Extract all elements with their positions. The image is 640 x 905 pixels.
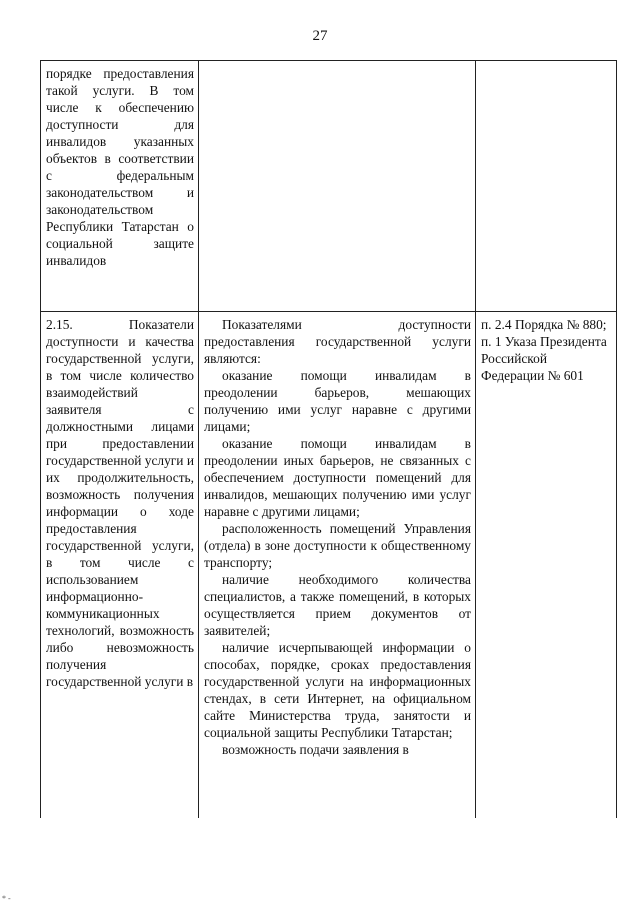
page-number: 27 xyxy=(312,28,328,44)
content-paragraph: наличие необходимого количества специалистов, а также помещений, в которых осуществляется прием документов от заявителей; xyxy=(204,572,471,638)
regulation-table xyxy=(40,60,617,818)
table-cell-reference xyxy=(476,61,617,312)
table-cell-content xyxy=(199,61,476,312)
table-row xyxy=(41,61,617,312)
table-cell-reference xyxy=(476,312,617,819)
reference-line: п. 2.4 Порядка № 880; xyxy=(481,317,607,332)
content-paragraph: оказание помощи инвалидам в преодолении иных барьеров, не связанных с обеспечением доступности помещений для инвалидов, мешающих получению ими услуг наравне с другими лицами; xyxy=(204,436,471,519)
content-paragraph: оказание помощи инвалидам в преодолении барьеров, мешающих получению ими услуг наравне с другими лицами; xyxy=(204,368,471,434)
content-paragraph: возможность подачи заявления в xyxy=(222,742,409,757)
scan-artifact: * - xyxy=(2,894,11,903)
content-paragraph: расположенность помещений Управления (отдела) в зоне доступности к общественному транспорту; xyxy=(204,521,471,570)
reference-line: п. 1 Указа Президента Российской Федерации № 601 xyxy=(481,334,607,383)
table-cell-requirement xyxy=(41,61,199,312)
table-cell-requirement xyxy=(41,312,199,819)
content-paragraph: Показателями доступности предоставления государственной услуги являются: xyxy=(204,317,471,366)
table-row xyxy=(41,312,617,819)
content-paragraph: наличие исчерпывающей информации о способах, порядке, сроках предоставления государственной услуги на информационных стендах, в сети Интернет, на официальном сайте Министерства труда, занятости и социальной защиты Республики Татарстан; xyxy=(204,640,471,740)
table-cell-content xyxy=(199,312,476,819)
cell-text: порядке предоставления такой услуги. В том числе к обеспечению доступности для инвалидов указанных объектов в соответствии с федеральным законодательством и законодательством Республики Татарстан о социальной защите инвалидов xyxy=(46,66,194,268)
cell-text: 2.15. Показатели доступности и качества государственной услуги, в том числе количество взаимодействий заявителя с должностными лицами при предоставлении государственной услуги и их продолжительность, возможность получения информации о ходе предоставления государственной услуги, в том числе с использованием информационно-коммуникационных технологий, возможность либо невозможность получения государственной услуги в xyxy=(46,317,194,689)
